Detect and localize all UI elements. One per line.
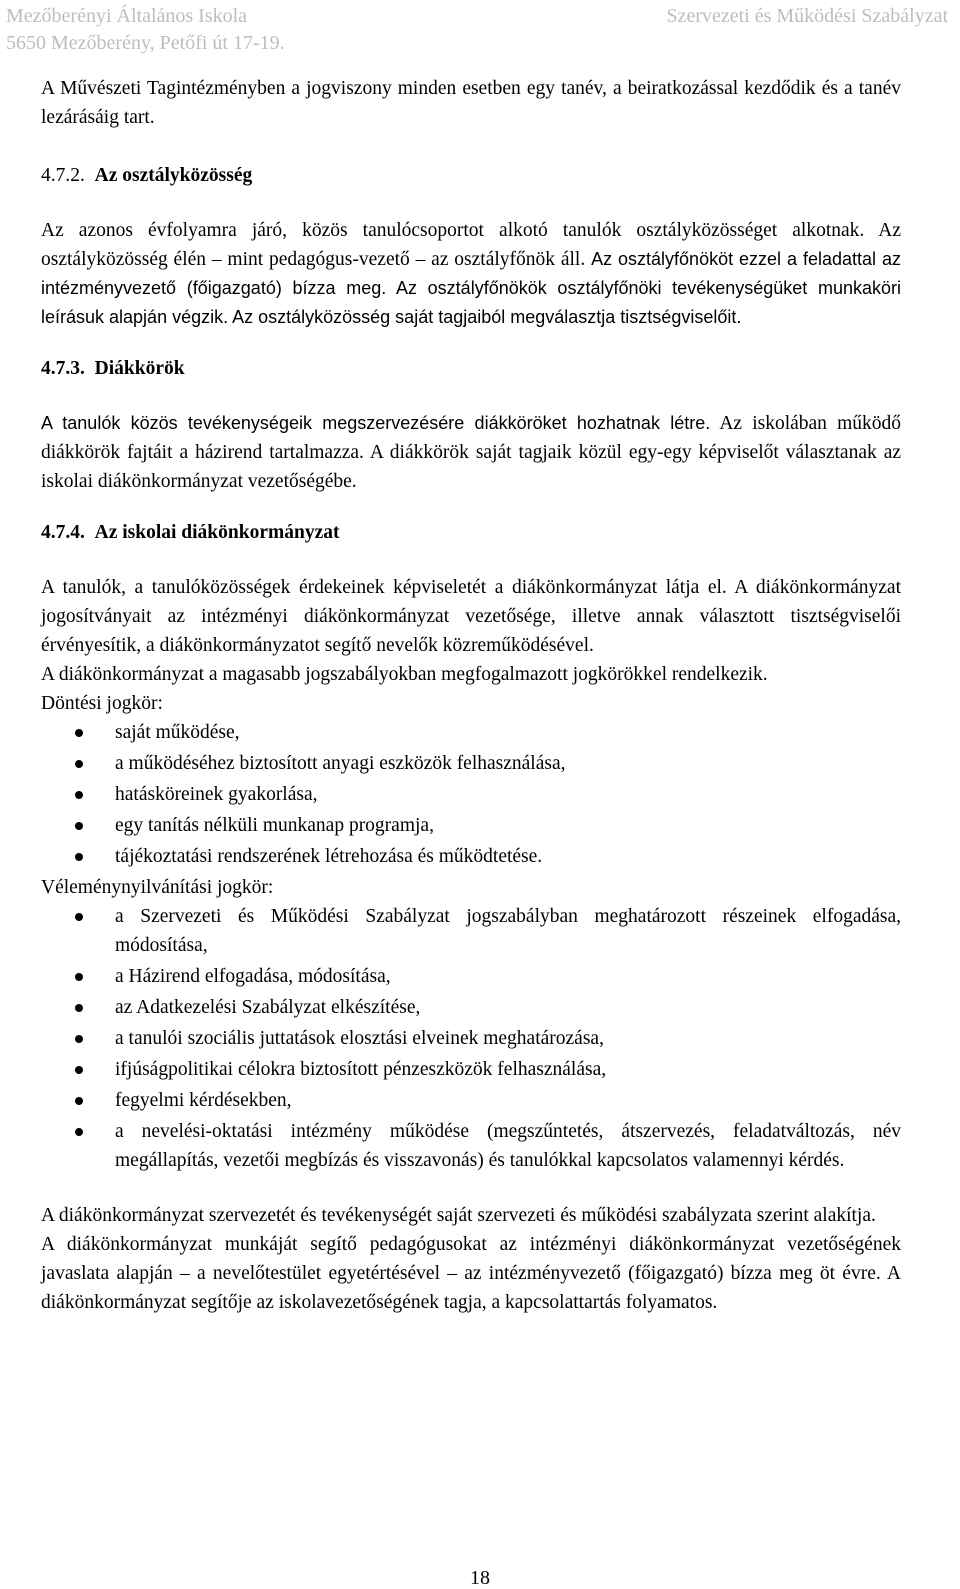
section-heading-4-7-4 bbox=[41, 518, 901, 547]
list-item-text: a Házirend elfogadása, módosítása, bbox=[115, 966, 391, 987]
bullet-icon bbox=[75, 822, 83, 830]
decision-label: Döntési jogkör: bbox=[41, 693, 163, 714]
list-item bbox=[41, 780, 901, 809]
section-number: 4.7.2. bbox=[41, 165, 85, 186]
opinion-list bbox=[41, 902, 901, 1175]
section-title: Diákkörök bbox=[94, 358, 185, 379]
diakonkormanyzat-paragraph-2: A diákönkormányzat a magasabb jogszabályokban megfogalmazott jogkörökkel rendelkezik. bbox=[41, 664, 768, 685]
list-item-text: hatásköreinek gyakorlása, bbox=[115, 784, 318, 805]
bullet-icon bbox=[75, 973, 83, 981]
bullet-icon bbox=[75, 760, 83, 768]
list-item bbox=[41, 842, 901, 871]
list-item-text: a tanulói szociális juttatások elosztási elveinek meghatározása, bbox=[115, 1028, 604, 1049]
decision-list bbox=[41, 718, 901, 871]
list-item bbox=[41, 1024, 901, 1053]
osztalyfonok-text: Az osztályfőnököt ezzel a feladattal az intézményvezető (főigazgató) bízza meg. Az osztályfőnökök osztályfőnöki tevékenységüket munkaköri leírásuk alapján végzik. Az osztályközösség saját tagjaiból megválasztja tisztségviselőit. bbox=[41, 249, 901, 327]
header-address: 5650 Mezőberény, Petőfi út 17-19. bbox=[6, 32, 285, 54]
list-item bbox=[41, 749, 901, 778]
section-number: 4.7.3. bbox=[41, 358, 85, 379]
bullet-icon bbox=[75, 1035, 83, 1043]
osztalykozosseg-paragraph bbox=[41, 216, 901, 332]
list-item bbox=[41, 993, 901, 1022]
bullet-icon bbox=[75, 853, 83, 861]
intro-paragraph: A Művészeti Tagintézményben a jogviszony minden esetben egy tanév, a beiratkozással kezdődik és a tanév lezárásáig tart. bbox=[41, 78, 901, 128]
bullet-icon bbox=[75, 1066, 83, 1074]
list-item bbox=[41, 962, 901, 991]
list-item-text: a Szervezeti és Működési Szabályzat jogszabályban meghatározott részeinek elfogadása, módosítása, bbox=[115, 906, 901, 956]
list-item-text: tájékoztatási rendszerének létrehozása és működtetése. bbox=[115, 846, 543, 867]
document-body bbox=[41, 74, 901, 1317]
section-heading-4-7-2 bbox=[41, 161, 901, 190]
list-item bbox=[41, 1055, 901, 1084]
bullet-icon bbox=[75, 1097, 83, 1105]
list-item bbox=[41, 902, 901, 960]
list-item-text: egy tanítás nélküli munkanap programja, bbox=[115, 815, 434, 836]
list-item-text: fegyelmi kérdésekben, bbox=[115, 1090, 292, 1111]
bullet-icon bbox=[75, 729, 83, 737]
list-item-text: saját működése, bbox=[115, 722, 240, 743]
list-item-text: az Adatkezelési Szabályzat elkészítése, bbox=[115, 997, 421, 1018]
section-title: Az osztályközösség bbox=[94, 165, 253, 186]
osztalykozosseg-text: Az azonos évfolyamra járó, közös tanulócsoportot alkotó tanulók osztályközösséget alkotnak. Az osztályközösség élén – mint pedagógus-vezető – az osztályfőnök áll. bbox=[41, 220, 901, 270]
page-number: 18 bbox=[470, 1567, 490, 1589]
section-number: 4.7.4. bbox=[41, 522, 85, 543]
diakkorok-sans-text: A tanulók közös tevékenységeik megszervezésére diákköröket hozhatnak létre. bbox=[41, 413, 711, 433]
section-title: Az iskolai diákönkormányzat bbox=[94, 522, 340, 543]
list-item-text: ifjúságpolitikai célokra biztosított pénzeszközök felhasználása, bbox=[115, 1059, 607, 1080]
header-school-name: Mezőberényi Általános Iskola bbox=[6, 5, 248, 27]
list-item bbox=[41, 1117, 901, 1175]
page-header bbox=[0, 0, 960, 58]
diakkorok-serif-text: Az iskolában működő diákkörök fajtáit a házirend tartalmazza. A diákkörök saját tagjaik közül egy-egy képviselőt választanak az iskolai diákönkormányzat vezetőségébe. bbox=[41, 413, 901, 492]
diakkorok-paragraph bbox=[41, 409, 901, 496]
diakonkormanyzat-paragraph-4: A diákönkormányzat munkáját segítő pedagógusokat az intézményi diákönkormányzat vezetőségének javaslata alapján – a nevelőtestület egyetértésével – az intézményvezető (főigazgató) bízza meg öt évre. A diákönkormányzat segítője az iskolavezetőségének tagja, a kapcsolattartás folyamatos. bbox=[41, 1234, 901, 1313]
bullet-icon bbox=[75, 1128, 83, 1136]
diakonkormanyzat-paragraph-1: A tanulók, a tanulóközösségek érdekeinek képviseletét a diákönkormányzat látja el. A diákönkormányzat jogosítványait az intézményi diákönkormányzat vezetősége, illetve annak választott tisztségviselői érvényesítik, a diákönkormányzatot segítő nevelők közreműködésével. bbox=[41, 577, 901, 656]
list-item bbox=[41, 811, 901, 840]
section-heading-4-7-3 bbox=[41, 354, 901, 383]
opinion-label: Véleménynyilvánítási jogkör: bbox=[41, 877, 274, 898]
bullet-icon bbox=[75, 1004, 83, 1012]
bullet-icon bbox=[75, 791, 83, 799]
header-document-title: Szervezeti és Működési Szabályzat bbox=[666, 5, 948, 27]
bullet-icon bbox=[75, 913, 83, 921]
list-item-text: a működéséhez biztosított anyagi eszközök felhasználása, bbox=[115, 753, 566, 774]
list-item bbox=[41, 1086, 901, 1115]
list-item bbox=[41, 718, 901, 747]
list-item-text: a nevelési-oktatási intézmény működése (megszűntetés, átszervezés, feladatváltozás, név megállapítás, vezetői megbízás és visszavonás) és tanulókkal kapcsolatos valamennyi kérdés. bbox=[115, 1121, 901, 1171]
diakonkormanyzat-paragraph-3: A diákönkormányzat szervezetét és tevékenységét saját szervezeti és működési szabályzata szerint alakítja. bbox=[41, 1205, 876, 1226]
